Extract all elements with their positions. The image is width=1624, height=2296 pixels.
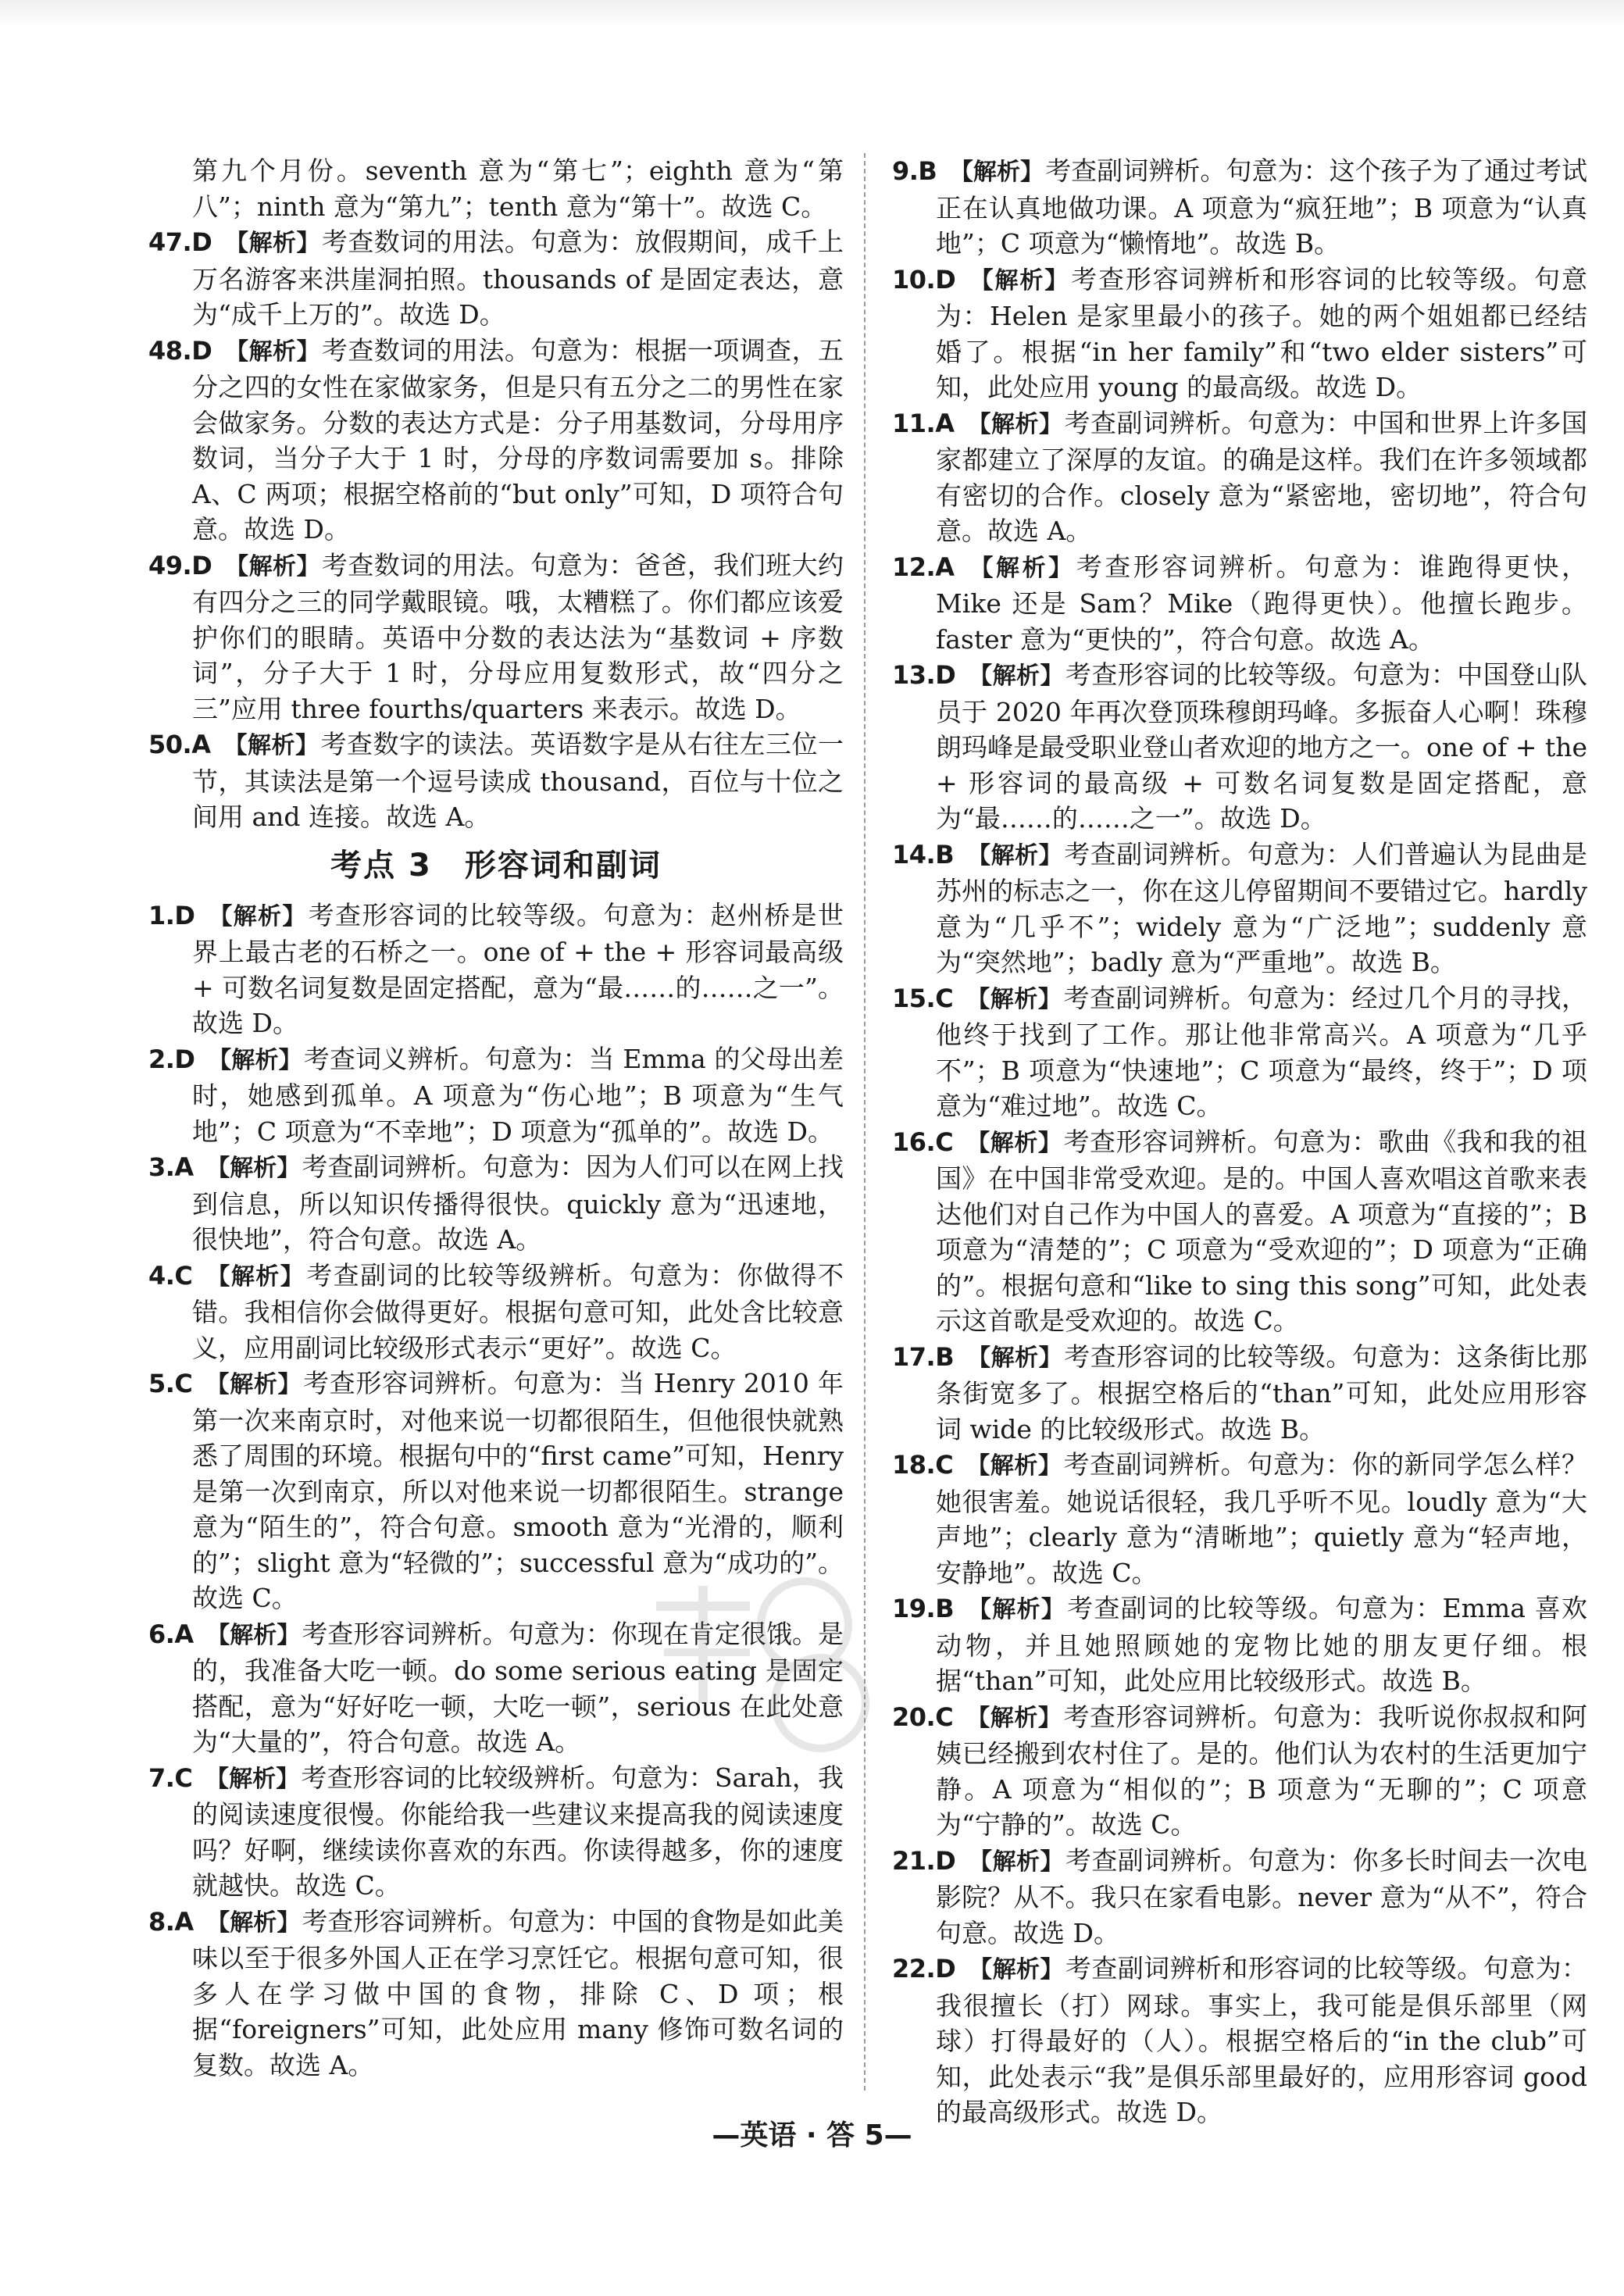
- analysis-tag: 【解析】: [967, 1596, 1066, 1623]
- left-column: [148, 153, 844, 2083]
- answer-text: 考查形容词辨析。句意为：中国的食物是如此美味以至于很多外国人正在学习烹饪它。根据句意可知，很多人在学习做中国的食物，排除 C、D 项；根据“foreigners”可知，此处应用 many 修饰可数名词的复数。故选 A。: [192, 1905, 844, 2080]
- answer-text: 考查形容词辨析。句意为：你现在肯定很饿。是的，我准备大吃一顿。do some serious eating 是固定搭配，意为“好好吃一顿，大吃一顿”，serious 在此处意为“大量的”，符合句意。故选 A。: [192, 1618, 844, 1757]
- answer-number: 19.B: [892, 1594, 955, 1623]
- analysis-tag: 【解析】: [969, 1848, 1064, 1876]
- answer-entry-12: [892, 549, 1587, 658]
- answer-entry-50: [148, 727, 844, 835]
- answer-number: 16.C: [892, 1127, 954, 1157]
- answer-number: 22.D: [892, 1954, 956, 1984]
- top-edge-shading: [0, 0, 1624, 30]
- answer-number: 15.C: [892, 983, 954, 1013]
- answer-text: 考查数词的用法。句意为：爸爸，我们班大约有四分之三的同学戴眼镜。哦，太糟糕了。你们都应该爱护你们的眼睛。英语中分数的表达法为“基数词 + 序数词”，分子大于 1 时，分母应用复数形式，故“四分之三”应用 three fourths/quarters 来表示。故选 D。: [192, 549, 844, 724]
- answer-text: 考查副词辨析和形容词的比较等级。句意为：我很擅长（打）网球。事实上，我可能是俱乐部里（网球）打得最好的（人）。根据空格后的“in the club”可知，此处表示“我”是俱乐部里最好的，应用形容词 good 的最高级形式。故选 D。: [936, 1953, 1588, 2127]
- answer-entry-47: [148, 224, 844, 333]
- answer-text: 考查形容词的比较级辨析。句意为：Sarah，我的阅读速度很慢。你能给我一些建议来提高我的阅读速度吗？好啊，继续读你喜欢的东西。你读得越多，你的速度就越快。故选 C。: [192, 1762, 844, 1901]
- answer-number: 10.D: [892, 264, 956, 295]
- analysis-tag: 【解析】: [967, 1344, 1063, 1372]
- analysis-tag: 【解析】: [206, 1155, 301, 1182]
- analysis-tag: 【解析】: [206, 1621, 301, 1649]
- answer-entry-10: [892, 262, 1587, 405]
- answer-number: 17.B: [892, 1341, 955, 1372]
- answer-entry-15: [892, 980, 1587, 1124]
- answer-number: 48.D: [148, 335, 212, 366]
- analysis-tag: 【解析】: [966, 1704, 1062, 1732]
- answer-number: 2.D: [148, 1044, 195, 1074]
- answer-number: 20.C: [892, 1701, 954, 1732]
- answer-entry-3: [148, 1149, 844, 1258]
- answer-text: 考查副词辨析。句意为：人们普遍认为昆曲是苏州的标志之一，你在这儿停留期间不要错过它。hardly 意为“几乎不”；widely 意为“广泛地”；suddenly 意为“突然地”；badly 意为“严重地”。故选 B。: [936, 838, 1588, 977]
- answer-number: 47.D: [148, 227, 212, 257]
- analysis-tag: 【解析】: [969, 1956, 1064, 1984]
- analysis-tag: 【解析】: [949, 159, 1044, 186]
- answer-text: 考查形容词的比较等级。句意为：中国登山队员于 2020 年再次登顶珠穆朗玛峰。多振奋人心啊！珠穆朗玛峰是最受职业登山者欢迎的地方之一。one of + the + 形容词的最高级 + 可数名词复数是固定搭配，意为“最……的……之一”。故选 D。: [936, 659, 1588, 834]
- analysis-tag: 【解析】: [966, 1129, 1062, 1157]
- analysis-tag: 【解析】: [969, 662, 1064, 690]
- answer-number: 14.B: [892, 839, 955, 869]
- answer-text: 考查副词的比较等级。句意为：Emma 喜欢动物，并且她照顾她的宠物比她的朋友更仔细。根据“than”可知，此处应用比较级形式。故选 B。: [936, 1593, 1588, 1696]
- answer-number: 5.C: [148, 1369, 193, 1398]
- answer-text: 考查副词辨析。句意为：因为人们可以在网上找到信息，所以知识传播得很快。quickly 意为“迅速地，很快地”，符合句意。故选 A。: [192, 1152, 844, 1255]
- section-title: 考点 3 形容词和副词: [330, 847, 662, 884]
- answer-number: 18.C: [892, 1450, 954, 1480]
- answer-text: 考查词义辨析。句意为：当 Emma 的父母出差时，她感到孤单。A 项意为“伤心地”；B 项意为“生气地”；C 项意为“不幸地”；D 项意为“孤单的”。故选 D。: [192, 1043, 844, 1147]
- answer-text: 考查副词辨析。句意为：这个孩子为了通过考试正在认真地做功课。A 项意为“疯狂地”；B 项意为“认真地”；C 项意为“懒惰地”。故选 B。: [936, 155, 1588, 259]
- answer-entry-48: [148, 333, 844, 548]
- analysis-tag: 【解析】: [205, 1371, 302, 1398]
- answer-text: 考查副词辨析。句意为：经过几个月的寻找，他终于找到了工作。那让他非常高兴。A 项意为“几乎不”；B 项意为“快速地”；C 项意为“最终，终于”；D 项意为“难过地”。故选 C。: [936, 982, 1588, 1121]
- answer-text: 考查数词的用法。句意为：放假期间，成千上万名游客来洪崖洞拍照。thousands of 是固定表达，意为“成千上万的”。故选 D。: [192, 227, 844, 330]
- answer-number: 4.C: [148, 1260, 193, 1291]
- answer-text: 考查形容词辨析。句意为：我听说你叔叔和阿姨已经搬到农村住了。是的。他们认为农村的生活更加宁静。A 项意为“相似的”；B 项意为“无聊的”；C 项意为“宁静的”。故选 C。: [936, 1701, 1588, 1840]
- analysis-tag: 【解析】: [206, 1262, 305, 1291]
- right-column: [892, 153, 1587, 2130]
- answer-entry-11: [892, 405, 1587, 549]
- analysis-tag: 【解析】: [966, 985, 1062, 1013]
- analysis-tag: 【解析】: [225, 552, 320, 580]
- answer-entry-20: [892, 1699, 1587, 1843]
- answer-number: 21.D: [892, 1845, 956, 1876]
- answer-text: 考查数词的用法。句意为：根据一项调查，五分之四的女性在家做家务，但是只有五分之二的男性在家会做家务。分数的表达方式是：分子用基数词，分母用序数词，当分子大于 1 时，分母的序数词需要加 s。排除 A、C 两项；根据空格前的“but only”可知，D 项符合句意。故选 D。: [192, 334, 844, 545]
- analysis-tag: 【解析】: [969, 266, 1070, 295]
- answer-text: 考查形容词的比较等级。句意为：这条街比那条街宽多了。根据空格后的“than”可知，此处应用形容词 wide 的比较级形式。故选 B。: [936, 1341, 1588, 1444]
- answer-entry-13: [892, 657, 1587, 837]
- answer-entry-5: [148, 1366, 844, 1616]
- answer-entry-22: [892, 1951, 1587, 2130]
- answer-entry-21: [892, 1843, 1587, 1951]
- analysis-tag: 【解析】: [209, 902, 307, 930]
- answer-text: 考查副词辨析。句意为：你的新同学怎么样？她很害羞。她说话很轻，我几乎听不见。loudly 意为“大声地”；clearly 意为“清晰地”；quietly 意为“轻声地，安静地”。故选 C。: [936, 1449, 1588, 1588]
- answer-text: 考查副词辨析。句意为：中国和世界上许多国家都建立了深厚的友谊。的确是这样。我们在许多领域都有密切的合作。closely 意为“紧密地，密切地”，符合句意。故选 A。: [936, 407, 1588, 546]
- answer-number: 1.D: [148, 900, 195, 930]
- answer-entry-2: [148, 1041, 844, 1150]
- analysis-tag: 【解析】: [967, 841, 1063, 869]
- answer-number: 50.A: [148, 730, 211, 759]
- answer-entry-49: [148, 548, 844, 727]
- answer-entry-9: [892, 153, 1587, 262]
- answer-text: 考查形容词的比较等级。句意为：赵州桥是世界上最古老的石桥之一。one of + the + 形容词最高级 + 可数名词复数是固定搭配，意为“最……的……之一”。故选 D。: [192, 899, 844, 1038]
- answer-text: 考查形容词辨析。句意为：谁跑得更快，Mike 还是 Sam？Mike（跑得更快）。他擅长跑步。faster 意为“更快的”，符合句意。故选 A。: [936, 551, 1588, 655]
- answer-text: 考查形容词辨析。句意为：歌曲《我和我的祖国》在中国非常受欢迎。是的。中国人喜欢唱这首歌来表达他们对自己作为中国人的喜爱。A 项意为“直接的”；B 项意为“清楚的”；C 项意为“受欢迎的”；D 项意为“正确的”。根据句意和“like to sing this song”可知，此处表示这首歌是受欢迎的。故选 C。: [936, 1126, 1588, 1336]
- answer-entry-1: [148, 898, 844, 1041]
- column-divider: [864, 153, 866, 2091]
- answer-number: 3.A: [148, 1152, 194, 1182]
- analysis-tag: 【解析】: [205, 1765, 300, 1793]
- answer-entry-7: [148, 1760, 844, 1904]
- answer-entry-6: [148, 1616, 844, 1760]
- answer-number: 12.A: [892, 552, 955, 582]
- answer-text: 考查数字的读法。英语数字是从右往左三位一节，其读法是第一个逗号读成 thousand，百位与十位之间用 and 连接。故选 A。: [192, 729, 844, 832]
- answer-text: 考查副词的比较等级辨析。句意为：你做得不错。我相信你会做得更好。根据句意可知，此处含比较意义，应用副词比较级形式表示“更好”。故选 C。: [192, 1259, 844, 1363]
- answer-text: 考查形容词辨析。句意为：当 Henry 2010 年第一次来南京时，对他来说一切都很陌生，但他很快就熟悉了周围的环境。根据句中的“first came”可知，Henry 是第一次到南京，所以对他来说一切都很陌生。strange 意为“陌生的”，符合句意。smooth 意为“光滑的，顺利的”；slight 意为“轻微的”；successful 意为“成功的”。故选 C。: [192, 1368, 844, 1613]
- answer-number: 13.D: [892, 660, 956, 690]
- analysis-tag: 【解析】: [223, 732, 319, 759]
- answer-number: 11.A: [892, 408, 955, 438]
- answer-number: 9.B: [892, 156, 937, 186]
- answer-entry-4: [148, 1258, 844, 1366]
- answer-number: 8.A: [148, 1906, 194, 1937]
- analysis-tag: 【解析】: [967, 410, 1063, 438]
- answer-entry-16: [892, 1124, 1587, 1339]
- answer-entry-8: [148, 1904, 844, 2084]
- answer-entry-17: [892, 1339, 1587, 1448]
- analysis-tag: 【解析】: [206, 1909, 301, 1937]
- analysis-tag: 【解析】: [225, 337, 320, 366]
- analysis-tag: 【解析】: [208, 1046, 302, 1074]
- answer-text: 考查副词辨析。句意为：你多长时间去一次电影院？从不。我只在家看电影。never 意为“从不”，符合句意。故选 D。: [936, 1844, 1588, 1948]
- analysis-tag: 【解析】: [225, 230, 320, 257]
- answer-number: 6.A: [148, 1619, 194, 1649]
- analysis-tag: 【解析】: [969, 554, 1075, 582]
- answer-number: 49.D: [148, 550, 212, 580]
- answer-number: 7.C: [148, 1762, 193, 1793]
- page-footer: —英语 · 答 5—: [712, 2119, 912, 2151]
- answer-entry-19: [892, 1591, 1587, 1699]
- answer-text: 考查形容词辨析和形容词的比较等级。句意为：Helen 是家里最小的孩子。她的两个姐姐都已经结婚了。根据“in her family”和“two elder sisters”可知，此处应用 young 的最高级。故选 D。: [936, 263, 1588, 402]
- answer-entry-14: [892, 837, 1587, 980]
- analysis-tag: 【解析】: [966, 1452, 1062, 1480]
- answer-entry-18: [892, 1447, 1587, 1591]
- answer-entry-46-continued: 第九个月份。seventh 意为“第七”；eighth 意为“第八”；ninth 意为“第九”；tenth 意为“第十”。故选 C。: [192, 155, 844, 222]
